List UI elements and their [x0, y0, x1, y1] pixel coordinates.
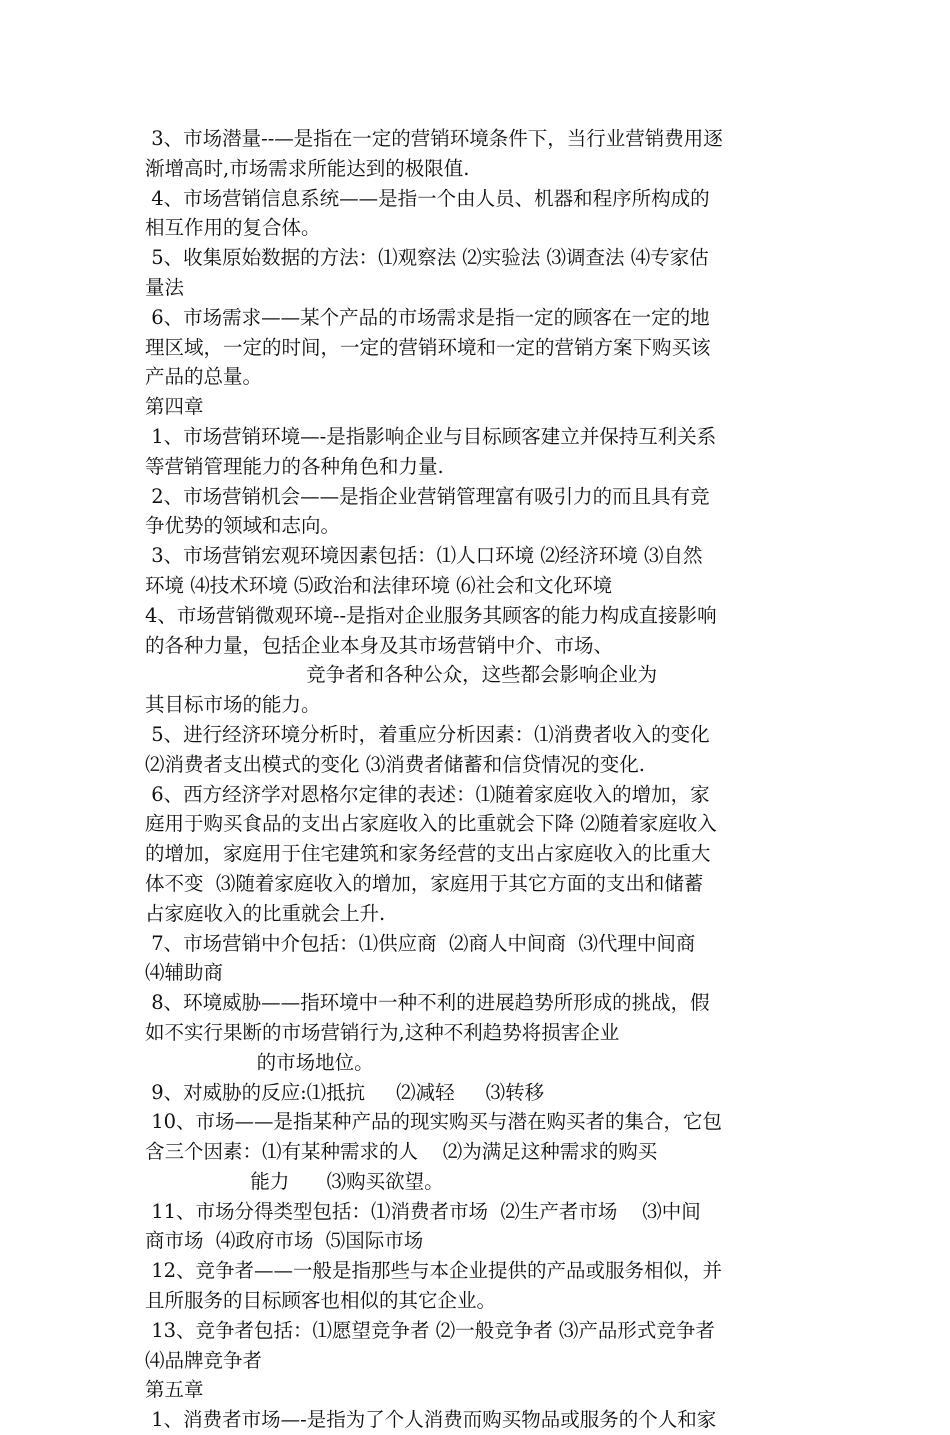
text-line: 占家庭收入的比重就会上升.	[145, 901, 386, 925]
text-line: 3、市场营销宏观环境因素包括：⑴人口环境 ⑵经济环境 ⑶自然	[145, 544, 703, 568]
text-line: 6、西方经济学对恩格尔定律的表述：⑴随着家庭收入的增加，家	[145, 782, 710, 806]
text-line: 如不实行果断的市场营销行为,这种不利趋势将损害企业	[145, 1020, 620, 1044]
chapter-heading: 第五章	[145, 1378, 204, 1402]
text-line: 3、市场潜量--—是指在一定的营销环境条件下，当行业营销费用逐	[145, 127, 723, 150]
text-line: 7、市场营销中介包括：⑴供应商 ⑵商人中间商 ⑶代理中间商	[145, 931, 696, 955]
text-line: 5、进行经济环境分析时，着重应分析因素：⑴消费者收入的变化	[145, 722, 710, 746]
text-line: 等营销管理能力的各种角色和力量.	[145, 454, 444, 478]
text-line: 其目标市场的能力。	[145, 693, 321, 717]
text-line: 11、市场分得类型包括：⑴消费者市场 ⑵生产者市场 ⑶中间	[145, 1199, 701, 1223]
text-line: 且所服务的目标顾客也相似的其它企业。	[145, 1289, 497, 1313]
text-line: 4、市场营销信息系统——是指一个由人员、机器和程序所构成的	[145, 186, 710, 210]
text-line: 庭用于购买食品的支出占家庭收入的比重就会下降 ⑵随着家庭收入	[145, 812, 717, 836]
text-line: 产品的总量。	[145, 365, 263, 389]
text-line: ⑷品牌竞争者	[145, 1348, 263, 1372]
text-line: 6、市场需求——某个产品的市场需求是指一定的顾客在一定的地	[145, 305, 710, 329]
text-line: ⑵消费者支出模式的变化 ⑶消费者储蓄和信贷情况的变化.	[145, 752, 645, 776]
text-line: 含三个因素：⑴有某种需求的人 ⑵为满足这种需求的购买	[145, 1140, 658, 1164]
text-line: 的市场地位。	[145, 1050, 374, 1074]
text-line: 1、市场营销环境—-是指影响企业与目标顾客建立并保持互利关系	[145, 424, 717, 448]
text-line: ⑷辅助商	[145, 961, 224, 985]
text-line: 能力 ⑶购买欲望。	[145, 1169, 444, 1193]
text-line: 5、收集原始数据的方法：⑴观察法 ⑵实验法 ⑶调查法 ⑷专家估	[145, 246, 709, 270]
text-line: 4、市场营销微观环境--是指对企业服务其顾客的能力构成直接影响	[145, 603, 717, 627]
text-line: 争优势的领域和志向。	[145, 514, 341, 538]
text-line: 量法	[145, 275, 185, 299]
text-line: 理区域，一定的时间，一定的营销环境和一定的营销方案下购买该	[145, 335, 711, 359]
text-line: 12、竞争者——一般是指那些与本企业提供的产品或服务相似，并	[145, 1259, 723, 1283]
text-line: 的增加，家庭用于住宅建筑和家务经营的支出占家庭收入的比重大	[145, 842, 711, 866]
text-line: 1、消费者市场—-是指为了个人消费而购买物品或服务的个人和家	[145, 1408, 717, 1432]
chapter-heading: 第四章	[145, 395, 204, 419]
document-body	[145, 124, 805, 1435]
text-line: 8、环境威胁——指环境中一种不利的进展趋势所形成的挑战，假	[145, 991, 710, 1015]
text-line: 的各种力量，包括企业本身及其市场营销中介、市场、	[145, 633, 614, 657]
text-line: 渐增高时,市场需求所能达到的极限值.	[145, 156, 470, 180]
text-line: 竞争者和各种公众，这些都会影响企业为	[145, 663, 658, 687]
text-line: 10、市场——是指某种产品的现实购买与潜在购买者的集合，它包	[145, 1110, 723, 1134]
text-line: 9、对威胁的反应:⑴抵抗 ⑵减轻 ⑶转移	[145, 1080, 545, 1104]
text-line: 相互作用的复合体。	[145, 216, 321, 240]
text-line: 商市场 ⑷政府市场 ⑸国际市场	[145, 1229, 424, 1253]
text-line: 体不变 ⑶随着家庭收入的增加，家庭用于其它方面的支出和储蓄	[145, 871, 704, 895]
text-line: 2、市场营销机会——是指企业营销管理富有吸引力的而且具有竞	[145, 484, 710, 508]
text-line: 13、竞争者包括：⑴愿望竞争者 ⑵一般竞争者 ⑶产品形式竞争者	[145, 1318, 715, 1342]
text-line: 环境 ⑷技术环境 ⑸政治和法律环境 ⑹社会和文化环境	[145, 573, 613, 597]
